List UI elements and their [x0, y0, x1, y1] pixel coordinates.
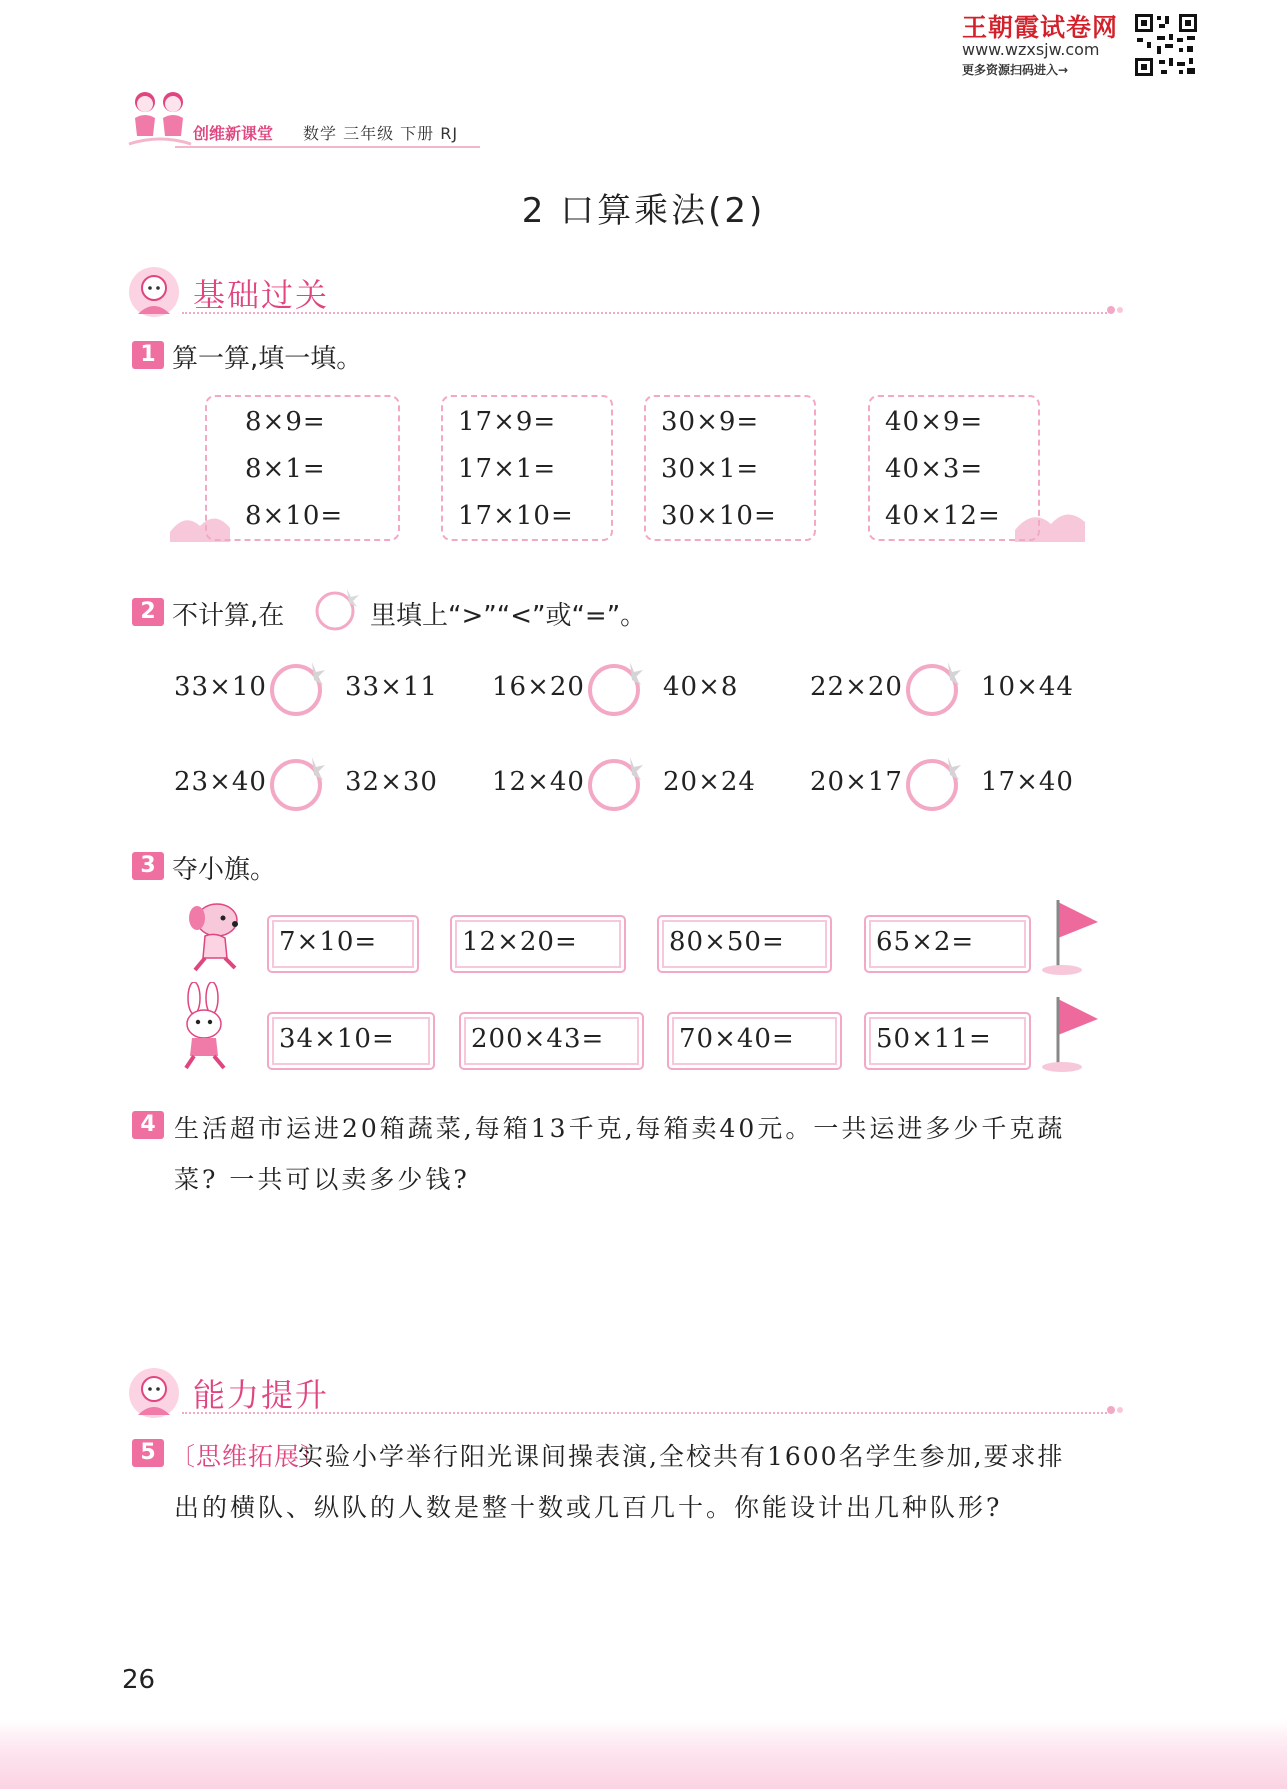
kids-icon	[125, 88, 195, 150]
compare-right: 40×8	[663, 672, 739, 702]
page-number: 26	[122, 1665, 156, 1695]
word-problem-line: 实验小学举行阳光课间操表演,全校共有1600名学生参加,要求排	[298, 1442, 1065, 1471]
compare-left: 22×20	[810, 672, 903, 702]
question-prompt-part: 不计算,在	[172, 601, 285, 631]
compare-right: 32×30	[345, 767, 438, 797]
compare-left: 16×20	[492, 672, 585, 702]
answer-box	[459, 1012, 644, 1070]
calc-item: 34×10=	[279, 1024, 395, 1054]
thinking-tag: 〔思维拓展〕	[170, 1442, 327, 1471]
calc-item: 80×50=	[669, 927, 785, 957]
question-number: 2	[132, 598, 164, 626]
site-url[interactable]: www.wzxsjw.com	[962, 40, 1100, 59]
section-divider	[182, 312, 1107, 314]
calc-item: 200×43=	[471, 1024, 605, 1054]
calc-item: 30×9=	[661, 407, 760, 437]
calc-item: 40×9=	[885, 407, 984, 437]
compare-right: 33×11	[345, 672, 438, 702]
answer-box	[657, 915, 832, 973]
page-title: 2 口算乘法(2)	[521, 191, 766, 231]
book-info: 数学 三年级 下册 RJ	[303, 124, 459, 143]
flag-icon	[1038, 896, 1118, 978]
calc-item: 12×20=	[462, 927, 578, 957]
teacher-icon	[128, 266, 180, 318]
bunny-icon	[172, 982, 242, 1072]
calc-item: 50×11=	[876, 1024, 992, 1054]
compare-left: 20×17	[810, 767, 903, 797]
compare-right: 17×40	[981, 767, 1074, 797]
answer-box	[864, 915, 1031, 973]
section-title-advanced: 能力提升	[193, 1376, 330, 1414]
calc-item: 17×1=	[458, 454, 557, 484]
answer-circle-icon[interactable]	[268, 753, 326, 811]
compare-left: 23×40	[174, 767, 267, 797]
answer-box	[450, 915, 626, 973]
calc-item: 17×10=	[458, 501, 574, 531]
site-logo-title: 王朝霞试卷网	[962, 13, 1119, 42]
footer-band	[0, 1720, 1287, 1789]
question-number: 1	[132, 341, 164, 369]
flag-icon	[1038, 993, 1118, 1075]
answer-box	[667, 1012, 842, 1070]
qr-code-icon	[1133, 12, 1199, 78]
dots-icon	[1106, 300, 1126, 320]
calc-item: 65×2=	[876, 927, 975, 957]
calc-item: 8×1=	[245, 454, 326, 484]
question-number: 3	[132, 852, 164, 880]
question-prompt: 算一算,填一填。	[172, 344, 363, 374]
header-divider	[175, 146, 480, 148]
question-number: 5	[132, 1439, 164, 1467]
question-prompt: 夺小旗。	[172, 855, 277, 885]
answer-circle-icon[interactable]	[586, 658, 644, 716]
teacher-icon	[128, 1367, 180, 1419]
calc-item: 17×9=	[458, 407, 557, 437]
brand-name: 创维新课堂	[193, 124, 274, 143]
calc-box	[868, 395, 1040, 541]
site-more-resources: 更多资源扫码进入→	[962, 63, 1069, 77]
word-problem-line: 生活超市运进20箱蔬菜,每箱13千克,每箱卖40元。一共运进多少千克蔬	[174, 1114, 1066, 1143]
compare-left: 12×40	[492, 767, 585, 797]
word-problem-line: 出的横队、纵队的人数是整十数或几百几十。你能设计出几种队形?	[174, 1493, 1003, 1522]
calc-box	[205, 395, 400, 541]
answer-circle-icon[interactable]	[586, 753, 644, 811]
answer-box	[267, 1012, 435, 1070]
answer-box	[864, 1012, 1031, 1070]
dots-icon	[1106, 1400, 1126, 1420]
calc-item: 40×12=	[885, 501, 1001, 531]
calc-item: 40×3=	[885, 454, 984, 484]
section-title-basic: 基础过关	[193, 276, 330, 314]
calc-box	[441, 395, 613, 541]
question-prompt-part: 里填上“>”“<”或“=”。	[370, 601, 647, 631]
answer-circle-icon[interactable]	[904, 658, 962, 716]
answer-box	[267, 915, 419, 973]
answer-circle-icon[interactable]	[904, 753, 962, 811]
puppy-icon	[175, 898, 253, 974]
calc-item: 30×1=	[661, 454, 760, 484]
calc-item: 7×10=	[279, 927, 378, 957]
calc-item: 70×40=	[679, 1024, 795, 1054]
compare-right: 10×44	[981, 672, 1074, 702]
section-divider	[182, 1412, 1107, 1414]
calc-item: 8×9=	[245, 407, 326, 437]
question-number: 4	[132, 1111, 164, 1139]
word-problem-line: 菜? 一共可以卖多少钱?	[174, 1165, 470, 1194]
answer-circle-icon	[313, 585, 361, 633]
calc-box	[644, 395, 816, 541]
calc-item: 30×10=	[661, 501, 777, 531]
compare-right: 20×24	[663, 767, 756, 797]
answer-circle-icon[interactable]	[268, 658, 326, 716]
compare-left: 33×10	[174, 672, 267, 702]
calc-item: 8×10=	[245, 501, 344, 531]
